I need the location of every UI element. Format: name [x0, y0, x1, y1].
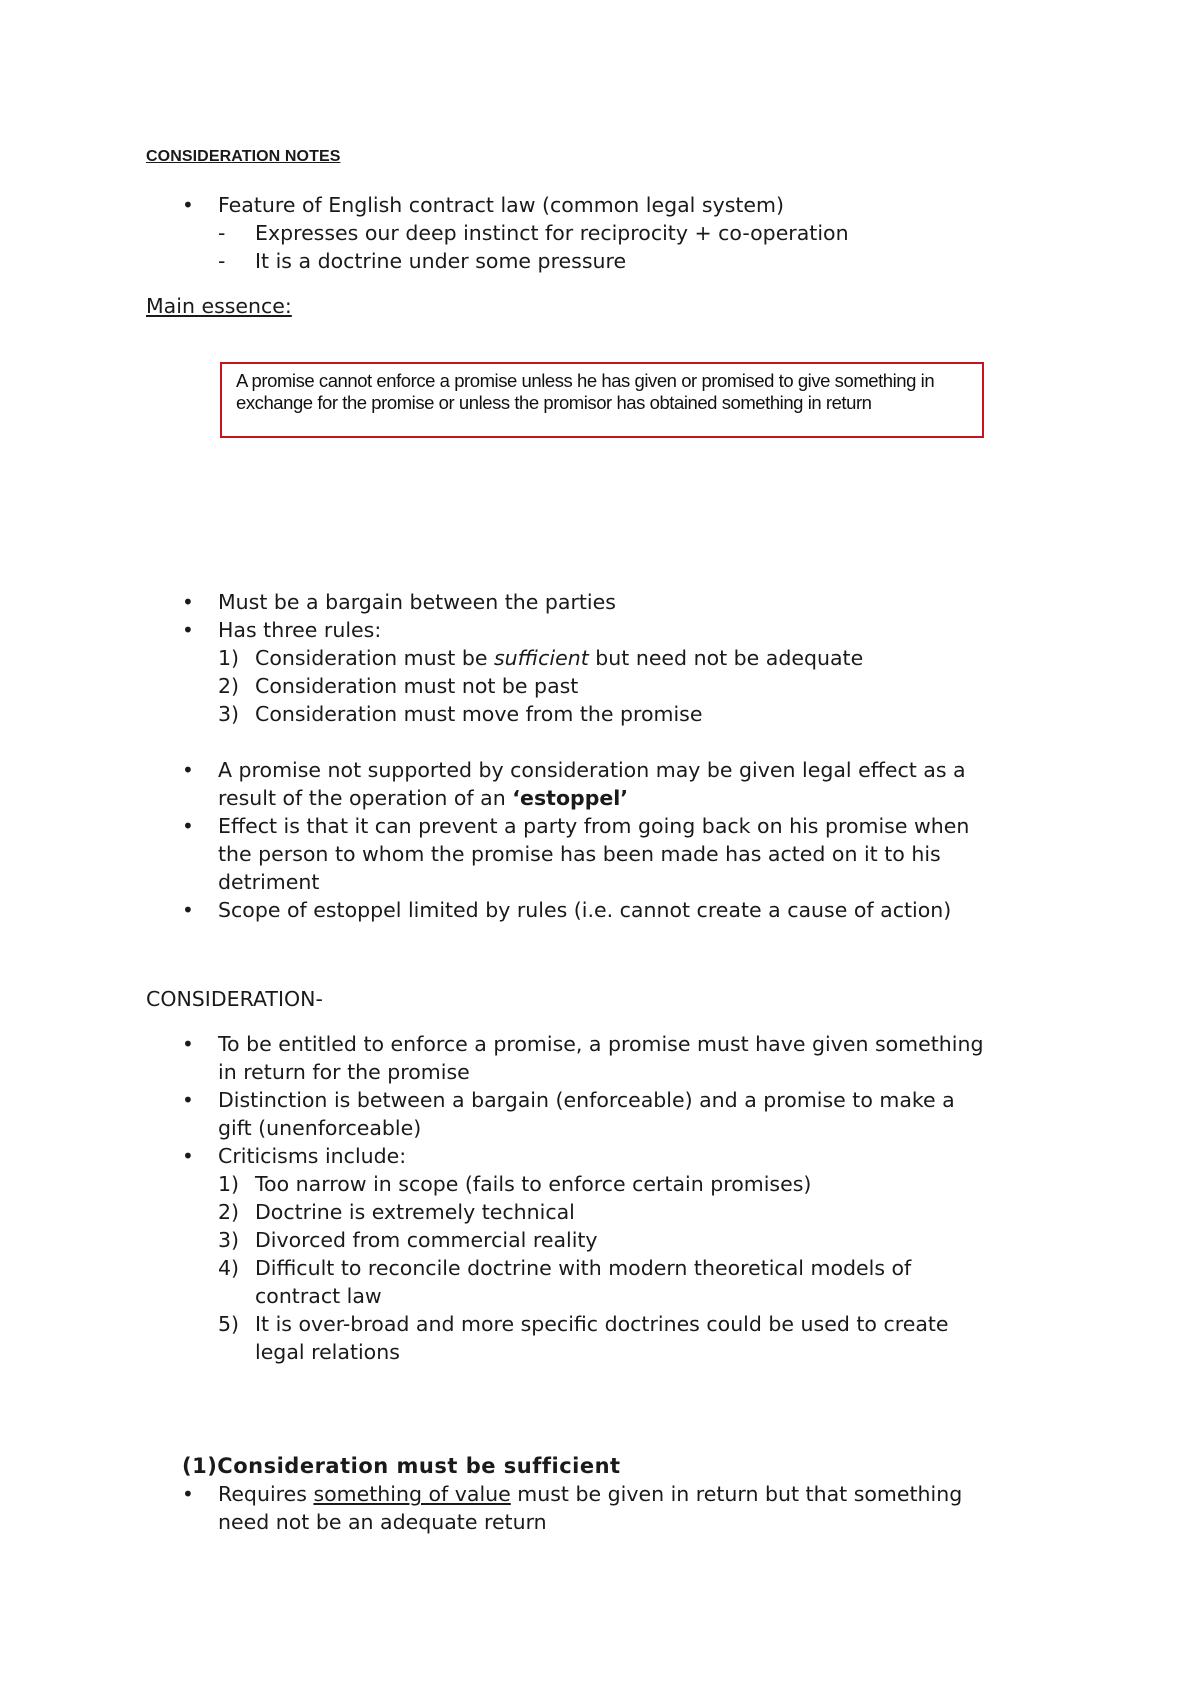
estoppel-b3: Scope of estoppel limited by rules (i.e. cannot create a cause of action)	[218, 898, 952, 922]
sufficient-heading: (1)Consideration must be sufficient	[182, 1454, 621, 1478]
bullet-icon: •	[182, 814, 194, 838]
consideration-heading: CONSIDERATION-	[146, 987, 323, 1011]
consideration-b2-line2: gift (unenforceable)	[218, 1116, 422, 1140]
bullet-icon: •	[182, 590, 194, 614]
intro-dash-1: Expresses our deep instinct for reciprocity + co-operation	[255, 221, 849, 245]
main-essence-label: Main essence:	[146, 294, 292, 318]
criticism-number: 1)	[218, 1172, 240, 1196]
criticism-number: 4)	[218, 1256, 240, 1280]
rule-number: 3)	[218, 702, 240, 726]
rule-number: 1)	[218, 646, 240, 670]
criticism-number: 3)	[218, 1228, 240, 1252]
bullet-icon: •	[182, 898, 194, 922]
estoppel-b1-line1: A promise not supported by consideration may be given legal effect as a	[218, 758, 966, 782]
consideration-b1-line1: To be entitled to enforce a promise, a promise must have given something	[218, 1032, 984, 1056]
criticism-1: Too narrow in scope (fails to enforce certain promises)	[255, 1172, 812, 1196]
rule-1-emphasis: sufficient	[493, 646, 589, 670]
bargain-bullet-2: Has three rules:	[218, 618, 382, 642]
rule-3: Consideration must move from the promise	[255, 702, 703, 726]
bullet-icon: •	[182, 618, 194, 642]
sufficient-b1-line2: need not be an adequate return	[218, 1510, 547, 1534]
bullet-icon: •	[182, 1032, 194, 1056]
intro-dash-2: It is a doctrine under some pressure	[255, 249, 627, 273]
estoppel-b1-line2-pre: result of the operation of an	[218, 786, 513, 810]
bullet-icon: •	[182, 1482, 194, 1506]
bullet-icon: •	[182, 1088, 194, 1112]
dash-icon: -	[218, 221, 226, 245]
bullet-icon: •	[182, 758, 194, 782]
consideration-b1-line2: in return for the promise	[218, 1060, 470, 1084]
estoppel-b1-line2	[218, 784, 628, 812]
criticism-4-line2: contract law	[255, 1284, 382, 1308]
rule-number: 2)	[218, 674, 240, 698]
estoppel-b2-line3: detriment	[218, 870, 320, 894]
essence-line-2: exchange for the promise or unless the promisor has obtained something in return	[236, 392, 872, 413]
criticism-4-line1: Difficult to reconcile doctrine with modern theoretical models of	[255, 1256, 912, 1280]
sufficient-b1-post: must be given in return but that something	[510, 1482, 963, 1506]
dash-icon: -	[218, 249, 226, 273]
intro-bullet: Feature of English contract law (common legal system)	[218, 193, 785, 217]
consideration-b2-line1: Distinction is between a bargain (enforceable) and a promise to make a	[218, 1088, 955, 1112]
criticism-3: Divorced from commercial reality	[255, 1228, 598, 1252]
something-of-value: something of value	[313, 1482, 511, 1506]
essence-box-text	[236, 370, 976, 414]
criticism-number: 5)	[218, 1312, 240, 1336]
bargain-bullet-1: Must be a bargain between the parties	[218, 590, 616, 614]
rule-1-pre: Consideration must be	[255, 646, 494, 670]
rule-1-post: but need not be adequate	[588, 646, 864, 670]
criticism-5-line2: legal relations	[255, 1340, 400, 1364]
bullet-icon: •	[182, 1144, 194, 1168]
bullet-icon: •	[182, 193, 194, 217]
rule-1	[255, 644, 863, 672]
sufficient-b1-line1	[218, 1480, 962, 1508]
estoppel-b2-line2: the person to whom the promise has been made has acted on it to his	[218, 842, 941, 866]
essence-line-1: A promise cannot enforce a promise unless he has given or promised to give something in	[236, 370, 935, 391]
consideration-b3: Criticisms include:	[218, 1144, 407, 1168]
criticism-number: 2)	[218, 1200, 240, 1224]
estoppel-b2-line1: Effect is that it can prevent a party from going back on his promise when	[218, 814, 970, 838]
estoppel-term: ‘estoppel’	[512, 786, 629, 810]
criticism-5-line1: It is over-broad and more specific doctrines could be used to create	[255, 1312, 949, 1336]
rule-2: Consideration must not be past	[255, 674, 579, 698]
document-title: CONSIDERATION NOTES	[146, 148, 341, 165]
sufficient-b1-pre: Requires	[218, 1482, 314, 1506]
criticism-2: Doctrine is extremely technical	[255, 1200, 575, 1224]
